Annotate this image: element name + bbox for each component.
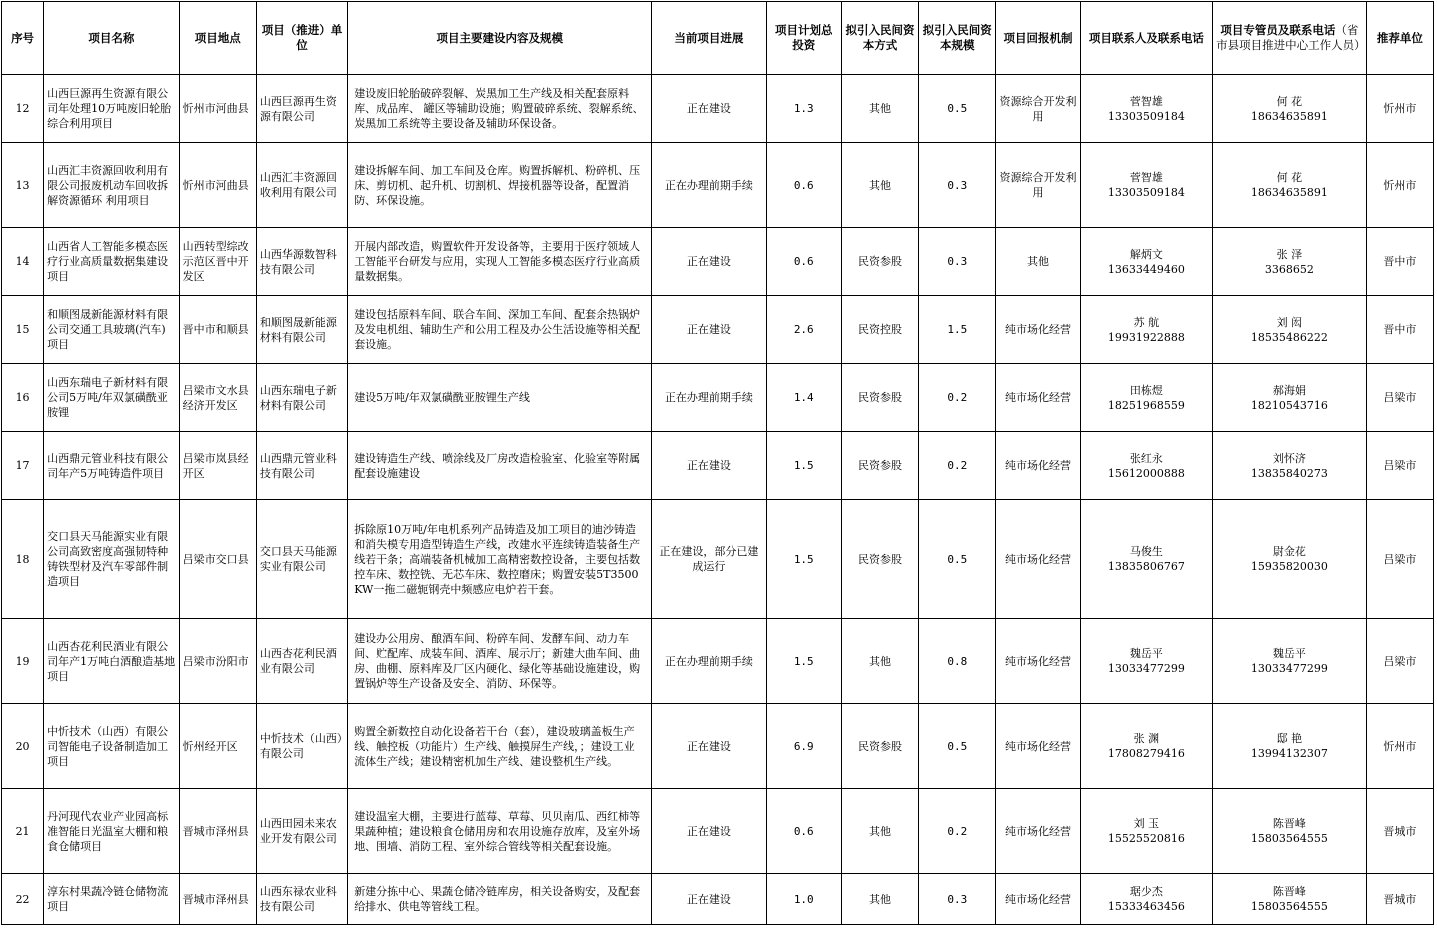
contact-phone: 13303509184	[1107, 109, 1185, 123]
cell-capital-scale: 0.5	[919, 75, 996, 143]
cell-capital-scale: 0.8	[919, 619, 996, 704]
header-name: 项目名称	[44, 2, 179, 75]
table-row	[2, 296, 1434, 364]
contact-phone: 13033477299	[1107, 662, 1185, 675]
cell-progress: 正在办理前期手续	[652, 619, 766, 704]
header-contact: 项目联系人及联系电话	[1080, 2, 1212, 75]
header-progress: 当前项目进展	[652, 2, 766, 75]
manager-phone: 18210543716	[1250, 398, 1328, 412]
cell-contact	[1080, 619, 1212, 704]
cell-progress: 正在办理前期手续	[652, 143, 766, 228]
header-investment: 项目计划总投资	[766, 2, 841, 75]
cell-project-name: 中忻技术（山西）有限公司智能电子设备制造加工项目	[44, 704, 179, 789]
header-manager-main: 项目专管员及联系电话	[1220, 23, 1336, 37]
manager-name: 张 泽	[1276, 247, 1303, 261]
manager-name: 刘怀济	[1272, 451, 1306, 465]
header-content: 项目主要建设内容及规模	[348, 2, 652, 75]
cell-manager	[1213, 704, 1367, 789]
cell-investment: 1.4	[766, 364, 841, 432]
cell-return-mechanism: 纯市场化经营	[996, 500, 1080, 619]
cell-recommender: 吕梁市	[1366, 432, 1433, 500]
cell-recommender: 晋城市	[1366, 874, 1433, 925]
contact-name: 魏岳平	[1129, 647, 1163, 660]
header-manager-sub: （省市县项目推进中心工作人员）	[1216, 23, 1366, 52]
cell-seq: 20	[2, 704, 44, 789]
cell-capital-scale: 0.3	[919, 874, 996, 925]
cell-project-name: 淳东村果蔬冷链仓储物流项目	[44, 874, 179, 925]
cell-project-name: 山西东瑞电子新材料有限公司5万吨/年双氯磺酰亚胺锂	[44, 364, 179, 432]
cell-content: 购置全新数控自动化设备若干台（套），建设玻璃盖板生产线、触控板（功能片）生产线、触摸屏生产线，；建设工业流体生产线；建设精密机加生产线、建设整机生产线。	[348, 704, 652, 789]
cell-location: 晋中市和顺县	[179, 296, 256, 364]
cell-manager	[1213, 789, 1367, 874]
table-row	[2, 432, 1434, 500]
cell-recommender: 吕梁市	[1366, 619, 1433, 704]
header-manager	[1213, 2, 1367, 75]
cell-location: 忻州经开区	[179, 704, 256, 789]
cell-progress: 正在建设	[652, 789, 766, 874]
cell-seq: 16	[2, 364, 44, 432]
manager-name: 邸 艳	[1276, 732, 1303, 745]
cell-seq: 15	[2, 296, 44, 364]
manager-phone: 13835840273	[1250, 466, 1328, 480]
cell-contact	[1080, 432, 1212, 500]
cell-project-name: 山西省人工智能多模态医疗行业高质量数据集建设项目	[44, 228, 179, 296]
cell-return-mechanism: 纯市场化经营	[996, 704, 1080, 789]
manager-phone: 15803564555	[1250, 900, 1328, 913]
cell-progress: 正在建设	[652, 432, 766, 500]
cell-location: 忻州市河曲县	[179, 75, 256, 143]
cell-unit: 交口县天马能源实业有限公司	[256, 500, 347, 619]
cell-recommender: 晋中市	[1366, 228, 1433, 296]
cell-capital-scale: 0.2	[919, 432, 996, 500]
contact-name: 琚少杰	[1129, 885, 1163, 898]
contact-phone: 15525520816	[1107, 832, 1185, 845]
header-location: 项目地点	[179, 2, 256, 75]
cell-contact	[1080, 296, 1212, 364]
cell-return-mechanism: 纯市场化经营	[996, 432, 1080, 500]
cell-return-mechanism: 其他	[996, 228, 1080, 296]
manager-name: 尉金花	[1272, 545, 1306, 558]
cell-investment: 0.6	[766, 228, 841, 296]
cell-unit: 山西东瑞电子新材料有限公司	[256, 364, 347, 432]
cell-project-name: 山西杏花利民酒业有限公司年产1万吨白酒酿造基地项目	[44, 619, 179, 704]
cell-unit: 山西鼎元管业科技有限公司	[256, 432, 347, 500]
manager-phone: 15935820030	[1250, 560, 1328, 573]
cell-progress: 正在建设	[652, 228, 766, 296]
contact-phone: 13835806767	[1107, 560, 1185, 573]
cell-manager	[1213, 364, 1367, 432]
cell-capital-method: 民资参股	[841, 228, 918, 296]
header-seq: 序号	[2, 2, 44, 75]
contact-name: 马俊生	[1129, 545, 1163, 558]
table-row	[2, 500, 1434, 619]
cell-investment: 1.5	[766, 500, 841, 619]
cell-capital-method: 其他	[841, 874, 918, 925]
cell-content: 开展内部改造，购置软件开发设备等，主要用于医疗领域人工智能平台研发与应用，实现人工智能多模态医疗行业高质量数据集。	[348, 228, 652, 296]
cell-contact	[1080, 228, 1212, 296]
cell-manager	[1213, 432, 1367, 500]
cell-content: 建设废旧轮胎破碎裂解、炭黑加工生产线及相关配套原料库、成品库、 罐区等辅助设施；购置破碎系统、裂解系统、炭黑加工系统等主要设备及辅助环保设备。	[348, 75, 652, 143]
cell-capital-scale: 0.2	[919, 789, 996, 874]
cell-location: 晋城市泽州县	[179, 874, 256, 925]
contact-name: 菅智雄	[1129, 94, 1163, 108]
contact-name: 苏 航	[1133, 315, 1160, 329]
table-row	[2, 619, 1434, 704]
contact-phone: 18251968559	[1107, 398, 1185, 412]
cell-project-name: 交口县天马能源实业有限公司高致密度高强韧特种铸铁型材及汽车零部件制造项目	[44, 500, 179, 619]
cell-content: 建设拆解车间、加工车间及仓库。购置拆解机、粉碎机、压床、剪切机、起升机、切割机、焊接机器等设备，配置消防、环保设施。	[348, 143, 652, 228]
cell-capital-method: 其他	[841, 75, 918, 143]
cell-investment: 1.5	[766, 619, 841, 704]
manager-name: 刘 闳	[1276, 315, 1303, 329]
cell-capital-scale: 0.3	[919, 228, 996, 296]
table-row	[2, 874, 1434, 925]
cell-manager	[1213, 874, 1367, 925]
cell-progress: 正在建设	[652, 874, 766, 925]
project-table	[1, 1, 1434, 925]
cell-unit: 山西杏花利民酒业有限公司	[256, 619, 347, 704]
table-row	[2, 704, 1434, 789]
cell-capital-method: 民资参股	[841, 364, 918, 432]
cell-capital-method: 其他	[841, 143, 918, 228]
cell-location: 忻州市河曲县	[179, 143, 256, 228]
cell-manager	[1213, 143, 1367, 228]
table-row	[2, 143, 1434, 228]
cell-manager	[1213, 500, 1367, 619]
cell-capital-method: 民资参股	[841, 704, 918, 789]
cell-content: 建设包括原料车间、联合车间、深加工车间、配套余热锅炉及发电机组、辅助生产和公用工程及办公生活设施等相关配套设施。	[348, 296, 652, 364]
cell-location: 山西转型综改示范区晋中开发区	[179, 228, 256, 296]
cell-unit: 中忻技术（山西）有限公司	[256, 704, 347, 789]
cell-content: 新建分拣中心、果蔬仓储冷链库房，相关设备购安，及配套给排水、供电等管线工程。	[348, 874, 652, 925]
cell-recommender: 忻州市	[1366, 704, 1433, 789]
cell-investment: 0.6	[766, 789, 841, 874]
contact-name: 刘 玉	[1133, 817, 1160, 830]
cell-manager	[1213, 228, 1367, 296]
cell-return-mechanism: 纯市场化经营	[996, 789, 1080, 874]
cell-location: 吕梁市汾阳市	[179, 619, 256, 704]
header-return: 项目回报机制	[996, 2, 1080, 75]
manager-name: 何 花	[1276, 171, 1303, 184]
cell-location: 吕梁市交口县	[179, 500, 256, 619]
cell-return-mechanism: 纯市场化经营	[996, 364, 1080, 432]
table-header-row	[2, 2, 1434, 75]
cell-manager	[1213, 296, 1367, 364]
cell-content: 建设温室大棚，主要进行蓝莓、草莓、贝贝南瓜、西红柿等果蔬种植；建设粮食仓储用房和农用设施存放库，及室外场地、围墙、消防工程、室外综合管线等相关配套设施。	[348, 789, 652, 874]
manager-name: 陈晋峰	[1272, 817, 1306, 830]
cell-capital-scale: 0.2	[919, 364, 996, 432]
contact-name: 张 渊	[1133, 732, 1160, 745]
cell-return-mechanism: 资源综合开发利用	[996, 143, 1080, 228]
cell-capital-scale: 0.5	[919, 704, 996, 789]
cell-content: 建设5万吨/年双氯磺酰亚胺锂生产线	[348, 364, 652, 432]
table-row	[2, 228, 1434, 296]
cell-recommender: 晋中市	[1366, 296, 1433, 364]
cell-investment: 6.9	[766, 704, 841, 789]
cell-contact	[1080, 75, 1212, 143]
cell-location: 晋城市泽州县	[179, 789, 256, 874]
contact-phone: 13303509184	[1107, 186, 1185, 199]
cell-seq: 17	[2, 432, 44, 500]
header-method: 拟引入民间资本方式	[841, 2, 918, 75]
contact-phone: 19931922888	[1107, 330, 1185, 344]
cell-unit: 山西田园未来农业开发有限公司	[256, 789, 347, 874]
cell-progress: 正在建设	[652, 75, 766, 143]
header-recommender: 推荐单位	[1366, 2, 1433, 75]
cell-unit: 和顺图晟新能源材料有限公司	[256, 296, 347, 364]
table-row	[2, 789, 1434, 874]
cell-progress: 正在建设	[652, 296, 766, 364]
manager-name: 郝海娟	[1272, 383, 1306, 397]
manager-phone: 13994132307	[1250, 747, 1328, 760]
manager-phone: 13033477299	[1250, 662, 1328, 675]
cell-content: 建设铸造生产线、喷涂线及厂房改造检验室、化验室等附属配套设施建设	[348, 432, 652, 500]
cell-manager	[1213, 619, 1367, 704]
manager-phone: 15803564555	[1250, 832, 1328, 845]
cell-investment: 1.5	[766, 432, 841, 500]
cell-recommender: 晋城市	[1366, 789, 1433, 874]
manager-phone: 18634635891	[1250, 186, 1328, 199]
contact-phone: 15612000888	[1107, 466, 1185, 480]
contact-phone: 13633449460	[1107, 262, 1185, 276]
cell-investment: 1.0	[766, 874, 841, 925]
cell-unit: 山西汇丰资源回收利用有限公司	[256, 143, 347, 228]
manager-phone: 18634635891	[1250, 109, 1328, 123]
manager-phone: 3368652	[1264, 262, 1314, 276]
table-row	[2, 75, 1434, 143]
contact-name: 解炳文	[1129, 247, 1163, 261]
cell-capital-scale: 1.5	[919, 296, 996, 364]
manager-name: 何 花	[1276, 94, 1303, 108]
cell-seq: 12	[2, 75, 44, 143]
cell-return-mechanism: 纯市场化经营	[996, 619, 1080, 704]
cell-seq: 18	[2, 500, 44, 619]
contact-phone: 17808279416	[1107, 747, 1185, 760]
contact-phone: 15333463456	[1107, 900, 1185, 913]
cell-contact	[1080, 789, 1212, 874]
cell-contact	[1080, 874, 1212, 925]
cell-unit: 山西华源数智科技有限公司	[256, 228, 347, 296]
cell-seq: 19	[2, 619, 44, 704]
cell-seq: 13	[2, 143, 44, 228]
cell-investment: 0.6	[766, 143, 841, 228]
contact-name: 张红永	[1129, 451, 1163, 465]
cell-recommender: 吕梁市	[1366, 364, 1433, 432]
cell-seq: 21	[2, 789, 44, 874]
cell-content: 建设办公用房、酿酒车间、粉碎车间、发酵车间、动力车间、贮配库、成装车间、酒库、展示厅；新建大曲车间、曲房、曲棚、原料库及厂区内硬化、绿化等基础设施建设，购置锅炉等生产设备及安全、消防、环保等。	[348, 619, 652, 704]
cell-capital-method: 民资控股	[841, 296, 918, 364]
cell-location: 吕梁市岚县经开区	[179, 432, 256, 500]
cell-capital-method: 其他	[841, 789, 918, 874]
cell-content: 拆除原10万吨/年电机系列产品铸造及加工项目的迪沙铸造和消失模专用造型铸造生产线，改建水平连续铸造装备生产线若干条；高端装备机械加工高精密数控设备，主要包括数控车床、数控铣、无芯车床、数控磨床；购置安装5T3500KW一拖二磁轭钢壳中频感应电炉若干套。	[348, 500, 652, 619]
manager-name: 陈晋峰	[1272, 885, 1306, 898]
cell-contact	[1080, 500, 1212, 619]
contact-name: 菅智雄	[1129, 171, 1163, 184]
table-row	[2, 364, 1434, 432]
cell-unit: 山西东禄农业科技有限公司	[256, 874, 347, 925]
manager-phone: 18535486222	[1250, 330, 1328, 344]
cell-seq: 22	[2, 874, 44, 925]
cell-project-name: 山西鼎元管业科技有限公司年产5万吨铸造件项目	[44, 432, 179, 500]
cell-contact	[1080, 364, 1212, 432]
cell-recommender: 忻州市	[1366, 143, 1433, 228]
cell-recommender: 忻州市	[1366, 75, 1433, 143]
cell-manager	[1213, 75, 1367, 143]
cell-project-name: 山西汇丰资源回收利用有限公司报废机动车回收拆解资源循环 利用项目	[44, 143, 179, 228]
cell-return-mechanism: 纯市场化经营	[996, 874, 1080, 925]
cell-capital-method: 民资参股	[841, 500, 918, 619]
cell-return-mechanism: 纯市场化经营	[996, 296, 1080, 364]
cell-unit: 山西巨源再生资源有限公司	[256, 75, 347, 143]
cell-project-name: 丹河现代农业产业园高标准智能日光温室大棚和粮食仓储项目	[44, 789, 179, 874]
cell-capital-method: 其他	[841, 619, 918, 704]
cell-investment: 2.6	[766, 296, 841, 364]
manager-name: 魏岳平	[1272, 647, 1306, 660]
cell-progress: 正在办理前期手续	[652, 364, 766, 432]
table-body	[2, 75, 1434, 925]
cell-capital-scale: 0.5	[919, 500, 996, 619]
cell-capital-scale: 0.3	[919, 143, 996, 228]
cell-progress: 正在建设，部分已建成运行	[652, 500, 766, 619]
cell-investment: 1.3	[766, 75, 841, 143]
cell-location: 吕梁市文水县经济开发区	[179, 364, 256, 432]
cell-project-name: 山西巨源再生资源有限公司年处理10万吨废旧轮胎综合利用项目	[44, 75, 179, 143]
cell-return-mechanism: 资源综合开发利用	[996, 75, 1080, 143]
cell-capital-method: 民资参股	[841, 432, 918, 500]
cell-contact	[1080, 143, 1212, 228]
header-unit: 项目（推进）单位	[256, 2, 347, 75]
cell-contact	[1080, 704, 1212, 789]
cell-progress: 正在建设	[652, 704, 766, 789]
cell-project-name: 和顺图晟新能源材料有限公司交通工具玻璃(汽车)项目	[44, 296, 179, 364]
cell-recommender: 吕梁市	[1366, 500, 1433, 619]
cell-seq: 14	[2, 228, 44, 296]
header-scale: 拟引入民间资本规模	[919, 2, 996, 75]
contact-name: 田栋煜	[1129, 383, 1163, 397]
